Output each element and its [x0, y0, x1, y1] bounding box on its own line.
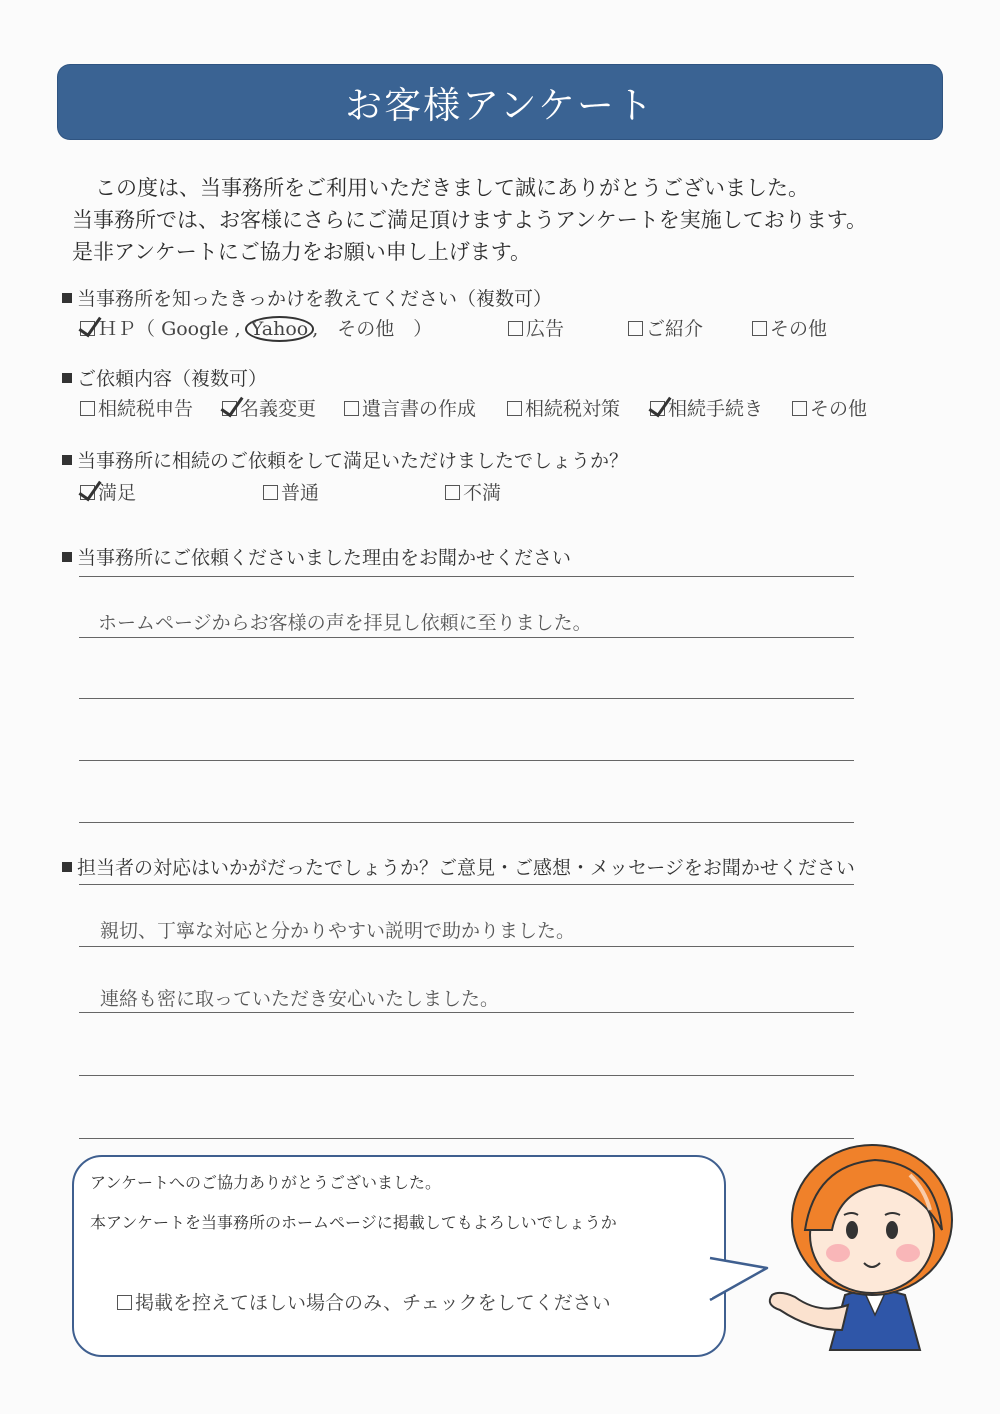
bullet-square-icon: [62, 373, 72, 383]
checkbox-icon[interactable]: [792, 401, 807, 416]
option-dissatisfied[interactable]: 不満: [445, 478, 501, 505]
checkbox-icon[interactable]: [752, 321, 767, 336]
checkbox-icon[interactable]: [344, 401, 359, 416]
option-hp[interactable]: ＨＰ（ Google , Yahoo , その他 ）: [80, 314, 432, 342]
option-inheritance-procedure[interactable]: 相続手続き: [650, 394, 763, 421]
option-tax-planning[interactable]: 相続税対策: [507, 394, 620, 421]
answer-line: [79, 637, 854, 638]
title-banner: [58, 65, 942, 139]
option-inheritance-tax-return[interactable]: 相続税申告: [80, 394, 193, 421]
checkbox-icon[interactable]: [508, 321, 523, 336]
permission-question: 本アンケートを当事務所のホームページに掲載してもよろしいでしょうか: [90, 1213, 617, 1232]
checkbox-icon[interactable]: [117, 1295, 132, 1310]
question-heading: 当事務所にご依頼くださいました理由をお聞かせください: [62, 543, 571, 570]
question-heading: 担当者の対応はいかがだったでしょうか？ご意見・ご感想・メッセージをお聞かせください: [62, 853, 855, 880]
checked-checkbox-icon[interactable]: [650, 401, 665, 416]
option-other[interactable]: その他: [792, 394, 867, 421]
woman-mascot-icon: [760, 1135, 980, 1355]
question-heading: ご依頼内容（複数可）: [62, 364, 267, 391]
option-title-transfer[interactable]: 名義変更: [222, 394, 316, 421]
option-other[interactable]: その他: [752, 314, 827, 341]
answer-line: [79, 698, 854, 699]
checkbox-icon[interactable]: [263, 485, 278, 500]
checked-checkbox-icon[interactable]: [80, 321, 95, 336]
option-average[interactable]: 普通: [263, 478, 319, 505]
answer-text: 連絡も密に取っていただき安心いたしました。: [100, 988, 500, 1010]
answer-line: [79, 1012, 854, 1013]
checked-checkbox-icon[interactable]: [80, 485, 95, 500]
option-ad[interactable]: 広告: [508, 314, 564, 341]
bullet-square-icon: [62, 293, 72, 303]
option-decline-publication[interactable]: 掲載を控えてほしい場合のみ、チェックをしてください: [117, 1288, 611, 1315]
circled-answer: Yahoo: [245, 316, 315, 342]
answer-line: [79, 760, 854, 761]
intro-line-1: この度は、当事務所をご利用いただきまして誠にありがとうございました。: [95, 176, 809, 200]
option-satisfied[interactable]: 満足: [80, 478, 136, 505]
bullet-square-icon: [62, 552, 72, 562]
option-will[interactable]: 遺言書の作成: [344, 394, 476, 421]
question-heading: 当事務所を知ったきっかけを教えてください（複数可）: [62, 284, 552, 311]
answer-line: [79, 946, 854, 947]
checkbox-icon[interactable]: [80, 401, 95, 416]
intro-line-3: 是非アンケートにご協力をお願い申し上げます。: [72, 240, 532, 264]
question-heading: 当事務所に相続のご依頼をして満足いただけましたでしょうか？: [62, 446, 628, 473]
page-title: お客様アンケート: [345, 84, 655, 127]
answer-line: [79, 576, 854, 577]
bullet-square-icon: [62, 455, 72, 465]
bullet-square-icon: [62, 862, 72, 872]
checked-checkbox-icon[interactable]: [222, 401, 237, 416]
intro-line-2: 当事務所では、お客様にさらにご満足頂けますようアンケートを実施しております。: [72, 208, 868, 232]
answer-line: [79, 1075, 854, 1076]
thanks-text: アンケートへのご協力ありがとうございました。: [90, 1173, 442, 1192]
answer-text: 親切、丁寧な対応と分かりやすい説明で助かりました。: [100, 920, 576, 942]
answer-text: ホームページからお客様の声を拝見し依頼に至りました。: [98, 612, 592, 634]
option-referral[interactable]: ご紹介: [628, 314, 703, 341]
answer-line: [79, 1138, 854, 1139]
checkbox-icon[interactable]: [507, 401, 522, 416]
answer-line: [79, 884, 854, 885]
answer-line: [79, 822, 854, 823]
checkbox-icon[interactable]: [628, 321, 643, 336]
checkbox-icon[interactable]: [445, 485, 460, 500]
